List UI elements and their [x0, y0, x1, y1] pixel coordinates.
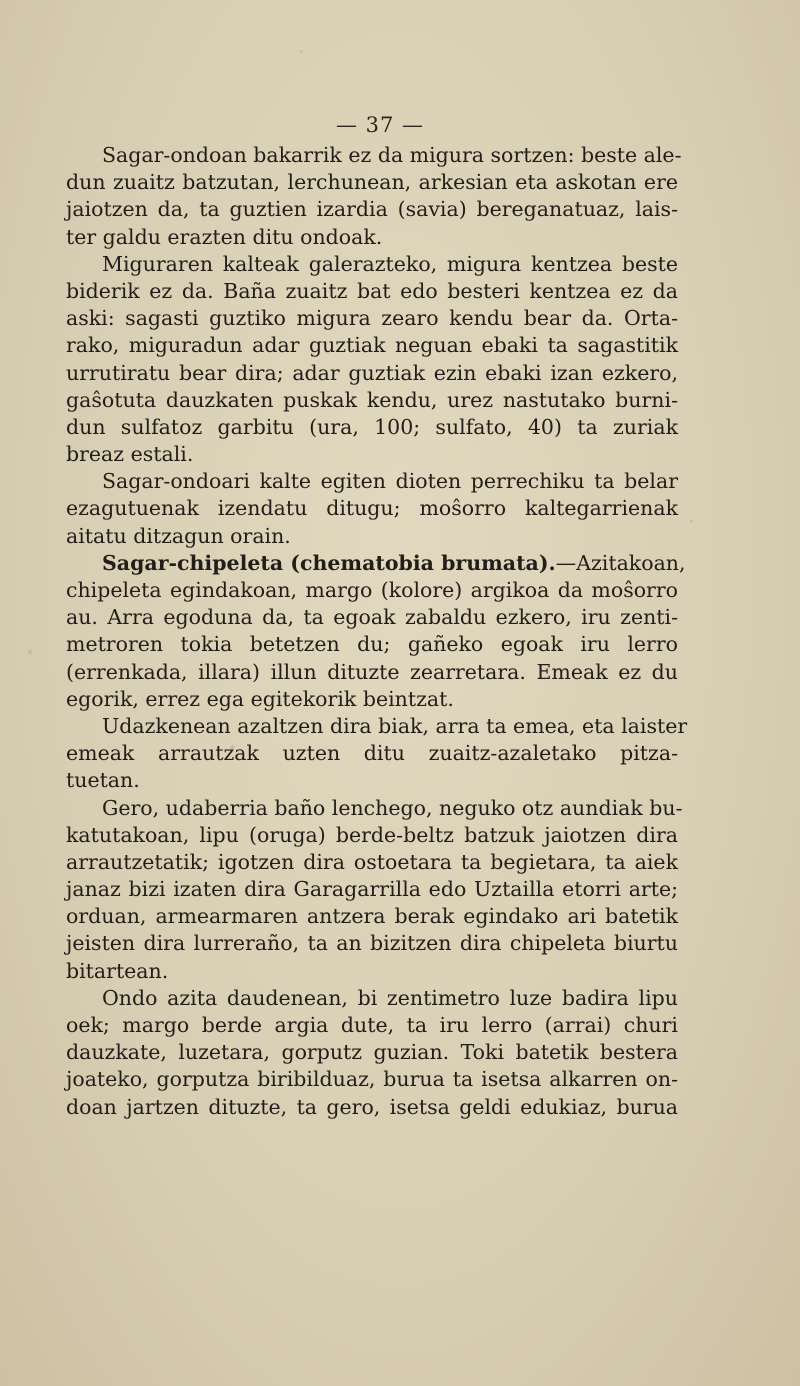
text-line: Ondo azita daudenean, bi zentimetro luze badira lipu: [102, 985, 678, 1010]
body-text: [66, 142, 688, 1121]
text-line: katutakoan, lipu (oruga) berde-beltz batzuk jaiotzen dira: [66, 822, 678, 847]
text-line: jeisten dira lurreraño, ta an bizitzen dira chipeleta biurtu: [66, 931, 678, 956]
paragraph: [66, 142, 682, 251]
text-line: orduan, armearmaren antzera berak egindako ari batetik: [66, 904, 678, 929]
text-line: chipeleta egindakoan, margo (kolore) argikoa da moŝorro: [66, 578, 678, 602]
text-line: aitatu ditzagun orain.: [66, 523, 291, 548]
text-line: jaiotzen da, ta guztien izardia (savia) bereganatuaz, lais-: [66, 197, 678, 222]
section-heading: Sagar-chipeleta (chematobia brumata).: [102, 550, 556, 575]
text-line: tuetan.: [66, 768, 140, 793]
text-line: janaz bizi izaten dira Garagarrilla edo Uztailla etorri arte;: [66, 877, 678, 902]
paragraph: [66, 713, 688, 795]
text-line: oek; margo berde argia dute, ta iru lerro (arrai) churi: [66, 1013, 678, 1037]
text-line: urrutiratu bear dira; adar guztiak ezin ebaki izan ezkero,: [66, 360, 678, 385]
text-line: ezagutuenak izendatu ditugu; moŝorro kaltegarrienak: [66, 496, 678, 521]
text-line: metroren tokia betetzen du; gañeko egoak iru lerro: [66, 632, 678, 657]
paragraph: [66, 251, 678, 469]
text-line: arrautzetatik; igotzen dira ostoetara ta begietara, ta aiek: [66, 849, 678, 874]
text-line: aski: sagasti guztiko migura zearo kendu bear da. Orta-: [66, 306, 678, 331]
text-line: Udazkenean azaltzen dira biak, arra ta emea, eta laister: [102, 713, 688, 738]
text-line: dun sulfatoz garbitu (ura, 100; sulfato, 40) ta zuriak: [66, 414, 678, 439]
text-line: joateko, gorputza biribilduaz, burua ta isetsa alkarren on-: [66, 1067, 678, 1092]
paper-speck: [28, 650, 32, 654]
paragraph: [66, 795, 683, 985]
text-line: emeak arrautzak uzten ditu zuaitz-azaletako pitza-: [66, 741, 678, 766]
text-line: egorik, errez ega egitekorik beintzat.: [66, 686, 454, 711]
text-line: dun zuaitz batzutan, lerchunean, arkesian eta askotan ere: [66, 170, 678, 195]
text-line: (errenkada, illara) illun dituzte zearretara. Emeak ez du: [66, 659, 678, 684]
page-number: — 37 —: [335, 113, 425, 137]
text-line: ter galdu erazten ditu ondoak.: [66, 224, 383, 249]
paragraph: [66, 550, 686, 713]
text-run: —Azitakoan,: [555, 550, 686, 575]
text-line: au. Arra egoduna da, ta egoak zabaldu ezkero, iru zenti-: [66, 605, 678, 630]
text-line: Sagar-ondoan bakarrik ez da migura sortzen: beste ale-: [102, 143, 682, 167]
text-line: biderik ez da. Baña zuaitz bat edo besteri kentzea ez da: [66, 278, 678, 303]
text-line: gaŝotuta dauzkaten puskak kendu, urez nastutako burni-: [66, 387, 678, 412]
text-line: Sagar-ondoari kalte egiten dioten perrechiku ta belar: [102, 469, 678, 494]
text-line: dauzkate, luzetara, gorputz guzian. Toki batetik bestera: [66, 1040, 678, 1065]
text-line: Miguraren kalteak galerazteko, migura kentzea beste: [102, 251, 678, 276]
paragraph: [66, 985, 678, 1121]
text-line: Gero, udaberria baño lenchego, neguko otz aundiak bu-: [102, 795, 683, 820]
paper-speck: [690, 520, 693, 523]
paper-speck: [300, 50, 303, 53]
text-line: [66, 550, 686, 577]
text-line: doan jartzen dituzte, ta gero, isetsa geldi edukiaz, burua: [66, 1094, 678, 1119]
paragraph: [66, 468, 678, 550]
text-line: breaz estali.: [66, 442, 194, 467]
text-line: bitartean.: [66, 958, 169, 983]
text-line: rako, miguradun adar guztiak neguan ebaki ta sagastitik: [66, 333, 678, 358]
